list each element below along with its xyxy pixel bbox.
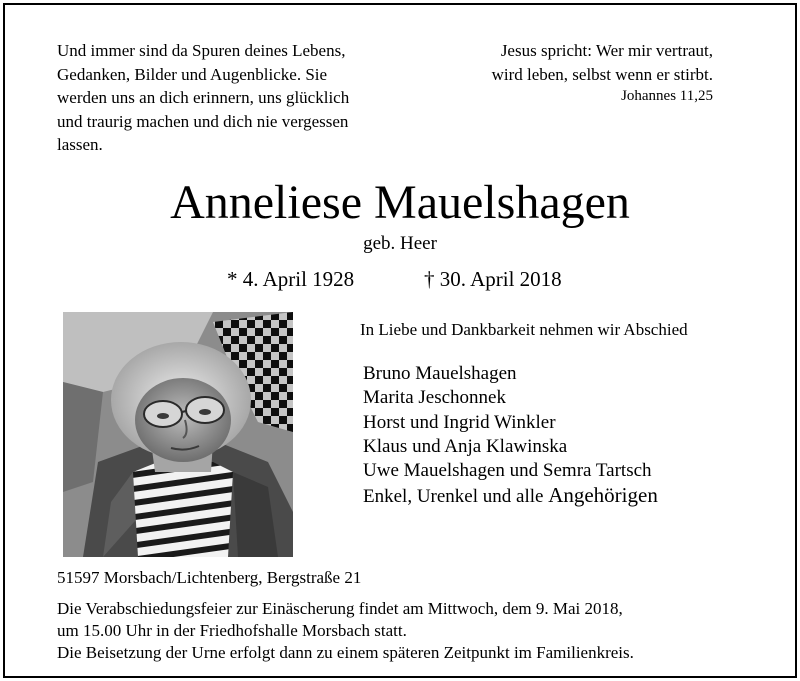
poem-line: lassen. <box>57 135 103 154</box>
death-date: † 30. April 2018 <box>424 267 562 291</box>
notice-line: um 15.00 Uhr in der Friedhofshalle Morsbach statt. <box>57 621 407 640</box>
verse-line: Jesus spricht: Wer mir vertraut, <box>500 41 713 60</box>
notice-line: Die Beisetzung der Urne erfolgt dann zu einem späteren Zeitpunkt im Familienkreis. <box>57 643 634 662</box>
portrait-photo <box>63 312 293 557</box>
mourner-family-line <box>363 483 658 509</box>
mourner-name: Marita Jeschonnek <box>363 387 506 409</box>
mourners-list <box>363 362 658 510</box>
deceased-name: Anneliese Mauelshagen <box>170 176 630 229</box>
notice-line: Die Verabschiedungsfeier zur Einäscherung findet am Mittwoch, dem 9. Mai 2018, <box>57 599 623 618</box>
verse-line: wird leben, selbst wenn er stirbt. <box>491 64 713 84</box>
poem-line: Und immer sind da Spuren deines Lebens, <box>57 41 346 60</box>
poem-line: Gedanken, Bilder und Augenblicke. Sie <box>57 64 328 84</box>
address: 51597 Morsbach/Lichtenberg, Bergstraße 21 <box>57 568 362 587</box>
portrait-image <box>63 312 293 557</box>
mourner-name: Klaus und Anja Klawinska <box>363 435 568 457</box>
farewell-line: In Liebe und Dankbarkeit nehmen wir Abschied <box>360 320 688 339</box>
memorial-poem <box>57 39 397 157</box>
obituary-card <box>3 3 797 678</box>
verse-reference: Johannes 11,25 <box>621 88 713 104</box>
mourner-name: Horst und Ingrid Winkler <box>363 411 556 433</box>
maiden-name: geb. Heer <box>363 233 437 254</box>
poem-line: werden uns an dich erinnern, uns glücklich <box>57 88 350 107</box>
family-line-emphasis: Angehörigen <box>548 483 658 508</box>
mourner-name: Uwe Mauelshagen und Semra Tartsch <box>363 460 652 482</box>
bible-verse <box>453 39 713 106</box>
ceremony-notice <box>57 598 634 664</box>
birth-date: * 4. April 1928 <box>227 267 355 291</box>
mourner-name: Bruno Mauelshagen <box>363 363 517 384</box>
poem-line: und traurig machen und dich nie vergessen <box>57 111 349 131</box>
family-line-prefix: Enkel, Urenkel und alle <box>363 486 549 508</box>
